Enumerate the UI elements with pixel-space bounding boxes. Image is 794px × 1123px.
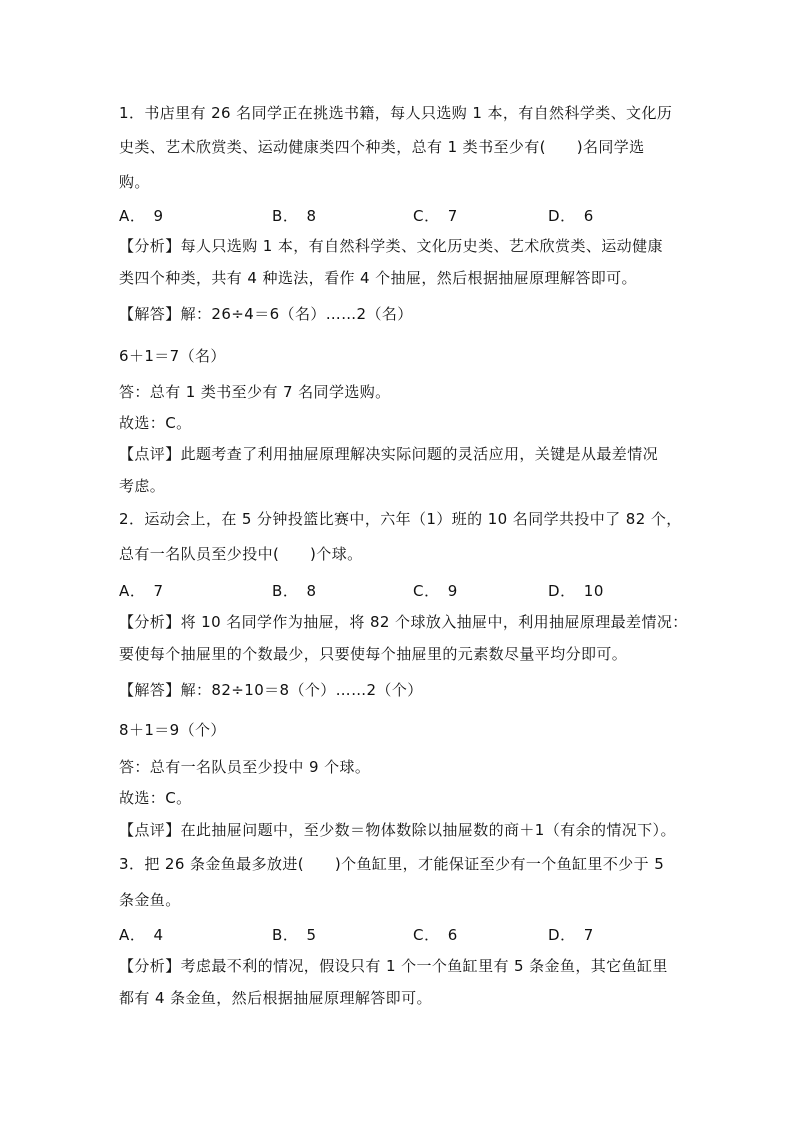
q2-choice: 故选：C。 xyxy=(119,789,192,807)
q2-solution-line-1: 【解答】解：82÷10＝8（个）……2（个） xyxy=(119,681,423,699)
q1-comment-line-1: 【点评】此题考查了利用抽屉原理解决实际问题的灵活应用，关键是从最差情况 xyxy=(119,445,659,463)
q3-stem-line-2: 条金鱼。 xyxy=(119,891,181,909)
q1-analysis-line-1: 【分析】每人只选购 1 本，有自然科学类、文化历史类、艺术欣赏类、运动健康 xyxy=(119,237,663,255)
q2-option-a: A． 7 xyxy=(119,582,164,600)
q1-comment-line-2: 考虑。 xyxy=(119,477,166,495)
q3-option-c: C． 6 xyxy=(413,926,458,944)
q3-stem-line-1: 3．把 26 条金鱼最多放进( )个鱼缸里，才能保证至少有一个鱼缸里不少于 5 xyxy=(119,855,665,873)
q1-option-b: B． 8 xyxy=(272,207,317,225)
q3-option-b: B． 5 xyxy=(272,926,317,944)
q2-answer: 答：总有一名队员至少投中 9 个球。 xyxy=(119,758,371,776)
q2-stem-line-2: 总有一名队员至少投中( )个球。 xyxy=(119,545,363,563)
q1-choice: 故选：C。 xyxy=(119,414,192,432)
q2-option-d: D． 10 xyxy=(548,582,605,600)
q1-solution-line-2: 6＋1＝7（名） xyxy=(119,347,226,365)
q2-analysis-line-1: 【分析】将 10 名同学作为抽屉，将 82 个球放入抽屉中，利用抽屉原理最差情况： xyxy=(119,613,688,631)
q1-solution-line-1: 【解答】解：26÷4＝6（名）……2（名） xyxy=(119,305,413,323)
q3-option-d: D． 7 xyxy=(548,926,594,944)
q1-stem-line-1: 1．书店里有 26 名同学正在挑选书籍，每人只选购 1 本，有自然科学类、文化历 xyxy=(119,104,673,122)
q3-analysis-line-2: 都有 4 条金鱼，然后根据抽屉原理解答即可。 xyxy=(119,989,432,1007)
q3-option-a: A． 4 xyxy=(119,926,164,944)
q2-option-b: B． 8 xyxy=(272,582,317,600)
q1-option-d: D． 6 xyxy=(548,207,594,225)
q1-stem-line-3: 购。 xyxy=(119,173,150,191)
q3-analysis-line-1: 【分析】考虑最不利的情况，假设只有 1 个一个鱼缸里有 5 条金鱼，其它鱼缸里 xyxy=(119,957,668,975)
q2-analysis-line-2: 要使每个抽屉里的个数最少，只要使每个抽屉里的元素数尽量平均分即可。 xyxy=(119,645,628,663)
q2-solution-line-2: 8＋1＝9（个） xyxy=(119,721,226,739)
q2-option-c: C． 9 xyxy=(413,582,458,600)
q1-option-a: A． 9 xyxy=(119,207,164,225)
q2-comment: 【点评】在此抽屉问题中，至少数＝物体数除以抽屉数的商＋1（有余的情况下）。 xyxy=(119,821,676,839)
q1-analysis-line-2: 类四个种类，共有 4 种选法，看作 4 个抽屉，然后根据抽屉原理解答即可。 xyxy=(119,269,637,287)
q1-answer: 答：总有 1 类书至少有 7 名同学选购。 xyxy=(119,383,391,401)
q1-stem-line-2: 史类、艺术欣赏类、运动健康类四个种类，总有 1 类书至少有( )名同学选 xyxy=(119,138,645,156)
q2-stem-line-1: 2．运动会上，在 5 分钟投篮比赛中，六年（1）班的 10 名同学共投中了 82 个， xyxy=(119,510,682,528)
q1-option-c: C． 7 xyxy=(413,207,458,225)
